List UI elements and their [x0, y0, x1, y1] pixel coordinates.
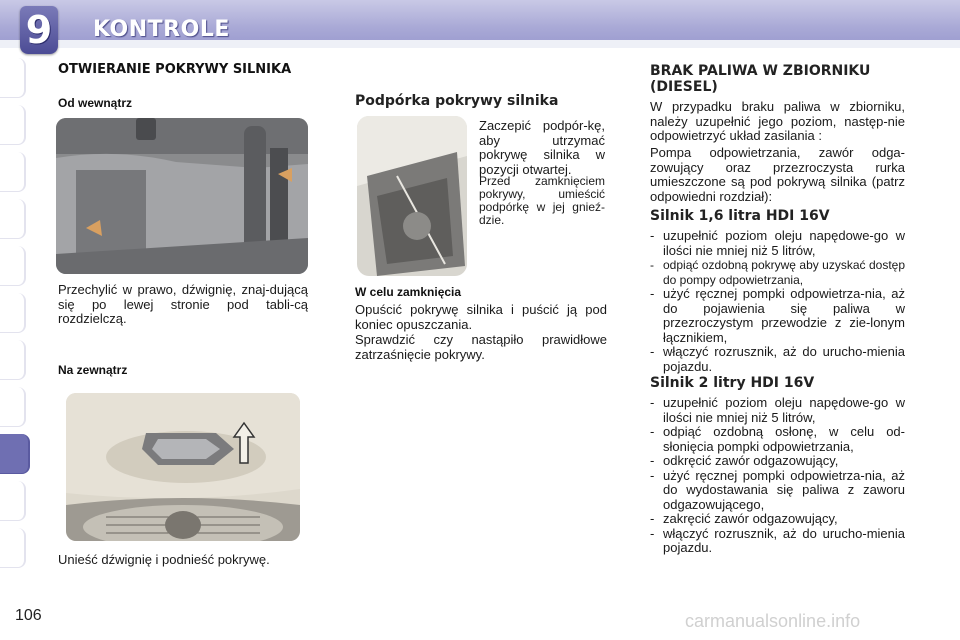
list-item: - użyć ręcznej pompki odpowietrza-nia, aż do pojawienia się paliwa w przezroczystym przewodzie z zie-lonym łącznikiem,	[650, 286, 905, 345]
dash: -	[650, 525, 655, 541]
dash: -	[650, 424, 655, 439]
engine-1-6-heading: Silnik 1,6 litra HDI 16V	[650, 208, 830, 224]
page-number: 106	[15, 607, 42, 624]
inside-instruction: Przechylić w prawo, dźwignię, znaj-dującą się po lewej stronie pod tabli-cą rozdzielczą.	[58, 282, 308, 326]
watermark: carmanualsonline.info	[685, 611, 861, 631]
hood-prop-heading: Podpórka pokrywy silnika	[355, 93, 559, 109]
fuel-empty-intro: W przypadku braku paliwa w zbiorniku, należy uzupełnić jego poziom, następ-nie odpowietrzyć układ zasilania :	[650, 99, 905, 143]
list-item: - użyć ręcznej pompki odpowietrza-nia, aż do wydostawania się paliwa z zaworu odgazowującego,	[650, 467, 905, 512]
list-item: - włączyć rozrusznik, aż do urucho-mienia pojazdu.	[650, 525, 905, 555]
side-tab-7[interactable]	[0, 340, 26, 380]
list-item: - uzupełnić poziom oleju napędowe-go w ilości nie mniej niż 5 litrów,	[650, 395, 905, 425]
fuel-pump-location: Pompa odpowietrzania, zawór odga-zowujący oraz przezroczysta rurka umieszczone są pod pokrywą silnika (patrz odpowiedni rozdział):	[650, 145, 905, 204]
side-tab-4[interactable]	[0, 199, 26, 239]
side-tab-1[interactable]	[0, 58, 26, 98]
closing-check: Sprawdzić czy nastąpiło prawidłowe zatrzaśnięcie pokrywy.	[355, 332, 607, 362]
closing-label: W celu zamknięcia	[355, 285, 462, 299]
photo-hood-prop	[357, 116, 467, 276]
side-tab-10[interactable]	[0, 481, 26, 521]
photo-outside-lever	[66, 393, 300, 541]
photo-inside-lever	[56, 118, 308, 274]
fuel-empty-heading: BRAK PALIWA W ZBIORNIKU (DIESEL)	[650, 63, 871, 95]
side-tab-8[interactable]	[0, 387, 26, 427]
closing-instruction: Opuścić pokrywę silnika i puścić ją pod koniec opuszczania.	[355, 302, 607, 332]
inside-label: Od wewnątrz	[58, 96, 133, 110]
side-tab-6[interactable]	[0, 293, 26, 333]
hood-opening-heading: OTWIERANIE POKRYWY SILNIKA	[58, 62, 292, 77]
dash: -	[650, 453, 655, 468]
list-item: - uzupełnić poziom oleju napędowe-go w ilości nie mniej niż 5 litrów,	[650, 228, 905, 258]
engine-2-0-steps	[650, 396, 905, 556]
list-item: - odpiąć ozdobną pokrywę aby uzyskać dostęp do pompy odpowietrzania,	[650, 258, 905, 287]
dash: -	[650, 344, 655, 359]
dash: -	[650, 228, 655, 243]
side-tab-11[interactable]	[0, 528, 26, 568]
side-tab-9-active[interactable]	[0, 434, 30, 474]
page-title: KONTROLE	[93, 17, 230, 42]
list-item: - zakręcić zawór odgazowujący,	[650, 511, 838, 526]
dash: -	[650, 258, 654, 272]
dash: -	[650, 467, 655, 483]
side-tab-5[interactable]	[0, 246, 26, 286]
dash: -	[650, 395, 655, 410]
side-tab-3[interactable]	[0, 152, 26, 192]
side-tab-2[interactable]	[0, 105, 26, 145]
list-item: - odkręcić zawór odgazowujący,	[650, 453, 839, 468]
hood-prop-instruction: Zaczepić podpór-kę, aby utrzymać pokrywę silnika w pozycji otwartej.	[479, 118, 605, 177]
list-item: - odpiąć ozdobną osłonę, w celu od-słonięcia pompki odpowietrzania,	[650, 424, 905, 454]
chapter-tab	[20, 6, 58, 54]
list-item: - włączyć rozrusznik, aż do urucho-mienia pojazdu.	[650, 344, 905, 374]
chapter-number: 9	[25, 8, 53, 52]
hood-prop-note: Przed zamknięciem pokrywy, umieścić podpórkę w jej gnieź-dzie.	[479, 174, 605, 227]
engine-2-0-heading: Silnik 2 litry HDI 16V	[650, 375, 815, 391]
outside-instruction: Unieść dźwignię i podnieść pokrywę.	[58, 552, 270, 567]
outside-label: Na zewnątrz	[58, 363, 128, 377]
dash: -	[650, 511, 655, 526]
engine-1-6-steps	[650, 229, 905, 374]
chapter-side-tabs	[0, 58, 26, 573]
dash: -	[650, 286, 655, 301]
